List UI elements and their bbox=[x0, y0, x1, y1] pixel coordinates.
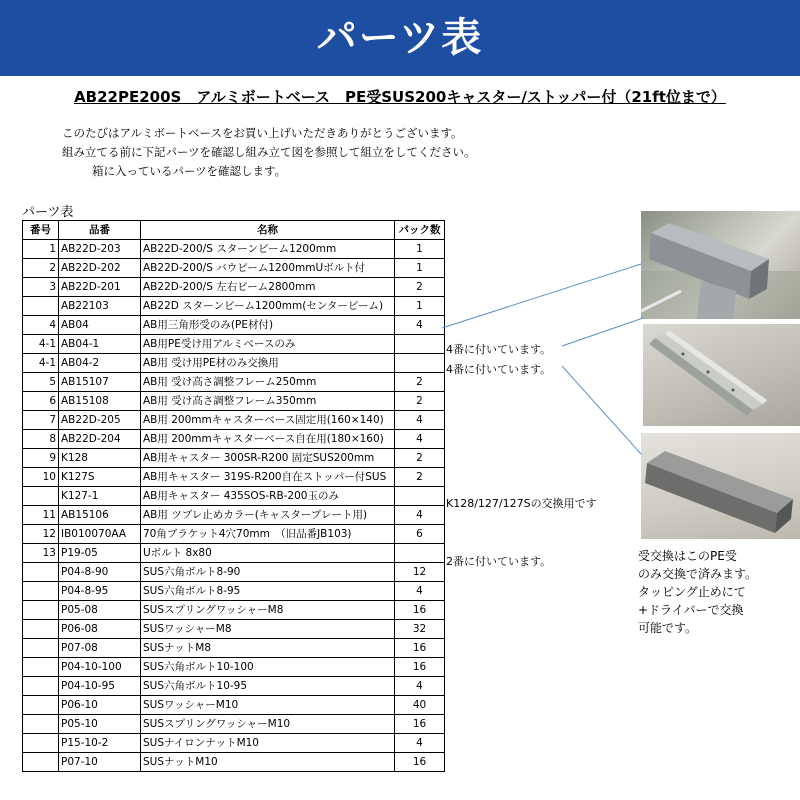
side-note-line: タッピング止めにて bbox=[638, 585, 746, 599]
table-row bbox=[23, 696, 445, 715]
note-k127: K128/127/127Sの交換用です bbox=[446, 497, 597, 510]
cell-code: K127S bbox=[59, 468, 141, 487]
cell-name: AB22D スターンビーム1200mm(センタービーム) bbox=[141, 297, 395, 316]
cell-num: 4-1 bbox=[23, 335, 59, 354]
table-row bbox=[23, 677, 445, 696]
cell-pack: 16 bbox=[395, 639, 445, 658]
cell-name: AB用 200mmキャスターベース固定用(160×140) bbox=[141, 411, 395, 430]
intro-line: このたびはアルミボートベースをお買い上げいただきありがとうございます。 bbox=[62, 126, 463, 140]
cell-pack: 16 bbox=[395, 658, 445, 677]
table-row bbox=[23, 278, 445, 297]
cell-num: 6 bbox=[23, 392, 59, 411]
cell-pack: 4 bbox=[395, 677, 445, 696]
table-header-row bbox=[23, 221, 445, 240]
cell-num: 12 bbox=[23, 525, 59, 544]
cell-name: SUSナットM10 bbox=[141, 753, 395, 772]
cell-num: 13 bbox=[23, 544, 59, 563]
cell-num: 5 bbox=[23, 373, 59, 392]
connector-line bbox=[442, 264, 641, 328]
cell-num: 11 bbox=[23, 506, 59, 525]
cell-code: P05-08 bbox=[59, 601, 141, 620]
connector-line bbox=[562, 318, 643, 346]
cell-num bbox=[23, 715, 59, 734]
photo-aluminum-base bbox=[643, 324, 800, 426]
cell-code: P04-8-95 bbox=[59, 582, 141, 601]
cell-code: P05-10 bbox=[59, 715, 141, 734]
parts-table bbox=[22, 220, 445, 772]
cell-pack bbox=[395, 354, 445, 373]
table-row bbox=[23, 240, 445, 259]
cell-name: AB用 200mmキャスターベース自在用(180×160) bbox=[141, 430, 395, 449]
cell-name: SUSナイロンナットM10 bbox=[141, 734, 395, 753]
side-note-line: 受交換はこのPE受 bbox=[638, 549, 737, 563]
cell-name: Uボルト 8x80 bbox=[141, 544, 395, 563]
product-subtitle: AB22PE200S アルミボートベース PE受SUS200キャスター/ストッパー付（21ft位まで） bbox=[74, 88, 726, 106]
cell-pack: 4 bbox=[395, 506, 445, 525]
cell-pack bbox=[395, 335, 445, 354]
cell-code: AB22D-201 bbox=[59, 278, 141, 297]
cell-num: 4 bbox=[23, 316, 59, 335]
cell-name: AB用 受け用PE材のみ交換用 bbox=[141, 354, 395, 373]
cell-num bbox=[23, 639, 59, 658]
table-row bbox=[23, 259, 445, 278]
cell-num: 1 bbox=[23, 240, 59, 259]
cell-name: SUSスプリングワッシャーM10 bbox=[141, 715, 395, 734]
table-row bbox=[23, 430, 445, 449]
cell-pack: 1 bbox=[395, 240, 445, 259]
cell-code: AB15106 bbox=[59, 506, 141, 525]
cell-code: P04-8-90 bbox=[59, 563, 141, 582]
cell-pack bbox=[395, 487, 445, 506]
cell-pack: 32 bbox=[395, 620, 445, 639]
table-row bbox=[23, 715, 445, 734]
cell-pack: 16 bbox=[395, 753, 445, 772]
table-row bbox=[23, 658, 445, 677]
table-row bbox=[23, 335, 445, 354]
cell-name: SUSワッシャーM10 bbox=[141, 696, 395, 715]
page-title: パーツ表 bbox=[316, 15, 484, 61]
table-row bbox=[23, 297, 445, 316]
cell-name: SUS六角ボルト10-95 bbox=[141, 677, 395, 696]
header-pack: パック数 bbox=[395, 221, 445, 240]
table-row bbox=[23, 639, 445, 658]
triangle-receiver-image bbox=[641, 211, 800, 319]
cell-pack: 2 bbox=[395, 278, 445, 297]
cell-name: SUS六角ボルト10-100 bbox=[141, 658, 395, 677]
cell-code: AB22D-203 bbox=[59, 240, 141, 259]
intro-line: 組み立てる前に下記パーツを確認し組み立て図を参照して組立をしてください。 bbox=[62, 145, 476, 159]
cell-pack: 4 bbox=[395, 316, 445, 335]
cell-num: 3 bbox=[23, 278, 59, 297]
cell-num bbox=[23, 677, 59, 696]
cell-pack bbox=[395, 544, 445, 563]
cell-num bbox=[23, 620, 59, 639]
cell-name: SUSスプリングワッシャーM8 bbox=[141, 601, 395, 620]
header-banner bbox=[0, 0, 800, 76]
cell-pack: 6 bbox=[395, 525, 445, 544]
table-row bbox=[23, 601, 445, 620]
cell-pack: 2 bbox=[395, 449, 445, 468]
cell-code: AB04-2 bbox=[59, 354, 141, 373]
cell-code: P07-08 bbox=[59, 639, 141, 658]
cell-pack: 40 bbox=[395, 696, 445, 715]
intro-line: 箱に入っているパーツを確認します。 bbox=[92, 164, 287, 178]
table-row bbox=[23, 487, 445, 506]
side-note-line: +ドライバーで交換 bbox=[638, 603, 744, 617]
pe-receiver-image bbox=[641, 433, 800, 539]
cell-code: AB22103 bbox=[59, 297, 141, 316]
cell-code: P04-10-100 bbox=[59, 658, 141, 677]
cell-name: AB22D-200/S スターンビーム1200mm bbox=[141, 240, 395, 259]
header-code: 品番 bbox=[59, 221, 141, 240]
cell-num bbox=[23, 658, 59, 677]
cell-code: K127-1 bbox=[59, 487, 141, 506]
cell-code: P19-05 bbox=[59, 544, 141, 563]
cell-pack: 2 bbox=[395, 468, 445, 487]
cell-num bbox=[23, 734, 59, 753]
cell-pack: 4 bbox=[395, 411, 445, 430]
cell-pack: 1 bbox=[395, 297, 445, 316]
cell-name: 70角ブラケット4穴70mm （旧品番JB103) bbox=[141, 525, 395, 544]
cell-code: AB04 bbox=[59, 316, 141, 335]
cell-code: P06-08 bbox=[59, 620, 141, 639]
cell-name: AB用キャスター 300SR-R200 固定SUS200mm bbox=[141, 449, 395, 468]
side-note bbox=[638, 547, 757, 637]
cell-pack: 16 bbox=[395, 601, 445, 620]
cell-name: AB用キャスター 319S-R200自在ストッパー付SUS bbox=[141, 468, 395, 487]
table-row bbox=[23, 525, 445, 544]
cell-num: 4-1 bbox=[23, 354, 59, 373]
table-row bbox=[23, 582, 445, 601]
cell-num bbox=[23, 563, 59, 582]
cell-code: IB010070AA bbox=[59, 525, 141, 544]
cell-num bbox=[23, 601, 59, 620]
cell-name: SUSナットM8 bbox=[141, 639, 395, 658]
table-row bbox=[23, 620, 445, 639]
cell-name: AB22D-200/S バウビーム1200mmUボルト付 bbox=[141, 259, 395, 278]
header-num: 番号 bbox=[23, 221, 59, 240]
note-4-1b: 4番に付いています。 bbox=[446, 363, 552, 376]
cell-code: AB15107 bbox=[59, 373, 141, 392]
note-p19: 2番に付いています。 bbox=[446, 555, 552, 568]
cell-name: AB22D-200/S 左右ビーム2800mm bbox=[141, 278, 395, 297]
cell-pack: 12 bbox=[395, 563, 445, 582]
cell-num: 2 bbox=[23, 259, 59, 278]
cell-num bbox=[23, 696, 59, 715]
table-row bbox=[23, 354, 445, 373]
cell-name: AB用キャスター 435SOS-RB-200玉のみ bbox=[141, 487, 395, 506]
aluminum-base-image bbox=[643, 324, 800, 426]
cell-num bbox=[23, 582, 59, 601]
cell-code: AB22D-204 bbox=[59, 430, 141, 449]
cell-code: AB22D-202 bbox=[59, 259, 141, 278]
table-caption: パーツ表 bbox=[22, 205, 74, 220]
table-row bbox=[23, 544, 445, 563]
table-row bbox=[23, 411, 445, 430]
photo-triangle-receiver bbox=[641, 211, 800, 319]
cell-name: AB用 ツブレ止めカラー(キャスタープレート用) bbox=[141, 506, 395, 525]
cell-code: AB22D-205 bbox=[59, 411, 141, 430]
cell-num bbox=[23, 297, 59, 316]
header-name: 名称 bbox=[141, 221, 395, 240]
cell-num: 9 bbox=[23, 449, 59, 468]
cell-name: AB用三角形受のみ(PE材付) bbox=[141, 316, 395, 335]
side-note-line: 可能です。 bbox=[638, 621, 698, 635]
table-row bbox=[23, 563, 445, 582]
cell-pack: 4 bbox=[395, 582, 445, 601]
cell-code: K128 bbox=[59, 449, 141, 468]
cell-pack: 16 bbox=[395, 715, 445, 734]
parts-table-body bbox=[23, 240, 445, 772]
cell-num: 10 bbox=[23, 468, 59, 487]
cell-pack: 2 bbox=[395, 392, 445, 411]
cell-num bbox=[23, 753, 59, 772]
cell-pack: 4 bbox=[395, 734, 445, 753]
table-row bbox=[23, 392, 445, 411]
intro-text bbox=[62, 124, 476, 181]
cell-code: P07-10 bbox=[59, 753, 141, 772]
table-row bbox=[23, 753, 445, 772]
table-row bbox=[23, 449, 445, 468]
cell-code: AB04-1 bbox=[59, 335, 141, 354]
cell-num: 7 bbox=[23, 411, 59, 430]
photo-pe-receiver bbox=[641, 433, 800, 539]
side-note-line: のみ交換で済みます。 bbox=[638, 567, 758, 581]
cell-num bbox=[23, 487, 59, 506]
cell-name: AB用PE受け用アルミベースのみ bbox=[141, 335, 395, 354]
cell-code: P15-10-2 bbox=[59, 734, 141, 753]
table-row bbox=[23, 506, 445, 525]
note-4-1a: 4番に付いています。 bbox=[446, 343, 552, 356]
table-row bbox=[23, 373, 445, 392]
cell-code: P04-10-95 bbox=[59, 677, 141, 696]
cell-pack: 2 bbox=[395, 373, 445, 392]
cell-num: 8 bbox=[23, 430, 59, 449]
cell-code: AB15108 bbox=[59, 392, 141, 411]
cell-pack: 1 bbox=[395, 259, 445, 278]
table-row bbox=[23, 316, 445, 335]
table-row bbox=[23, 468, 445, 487]
cell-name: SUSワッシャーM8 bbox=[141, 620, 395, 639]
cell-pack: 4 bbox=[395, 430, 445, 449]
cell-name: SUS六角ボルト8-90 bbox=[141, 563, 395, 582]
table-row bbox=[23, 734, 445, 753]
cell-name: SUS六角ボルト8-95 bbox=[141, 582, 395, 601]
connector-line bbox=[562, 366, 641, 454]
cell-code: P06-10 bbox=[59, 696, 141, 715]
cell-name: AB用 受け高さ調整フレーム350mm bbox=[141, 392, 395, 411]
cell-name: AB用 受け高さ調整フレーム250mm bbox=[141, 373, 395, 392]
